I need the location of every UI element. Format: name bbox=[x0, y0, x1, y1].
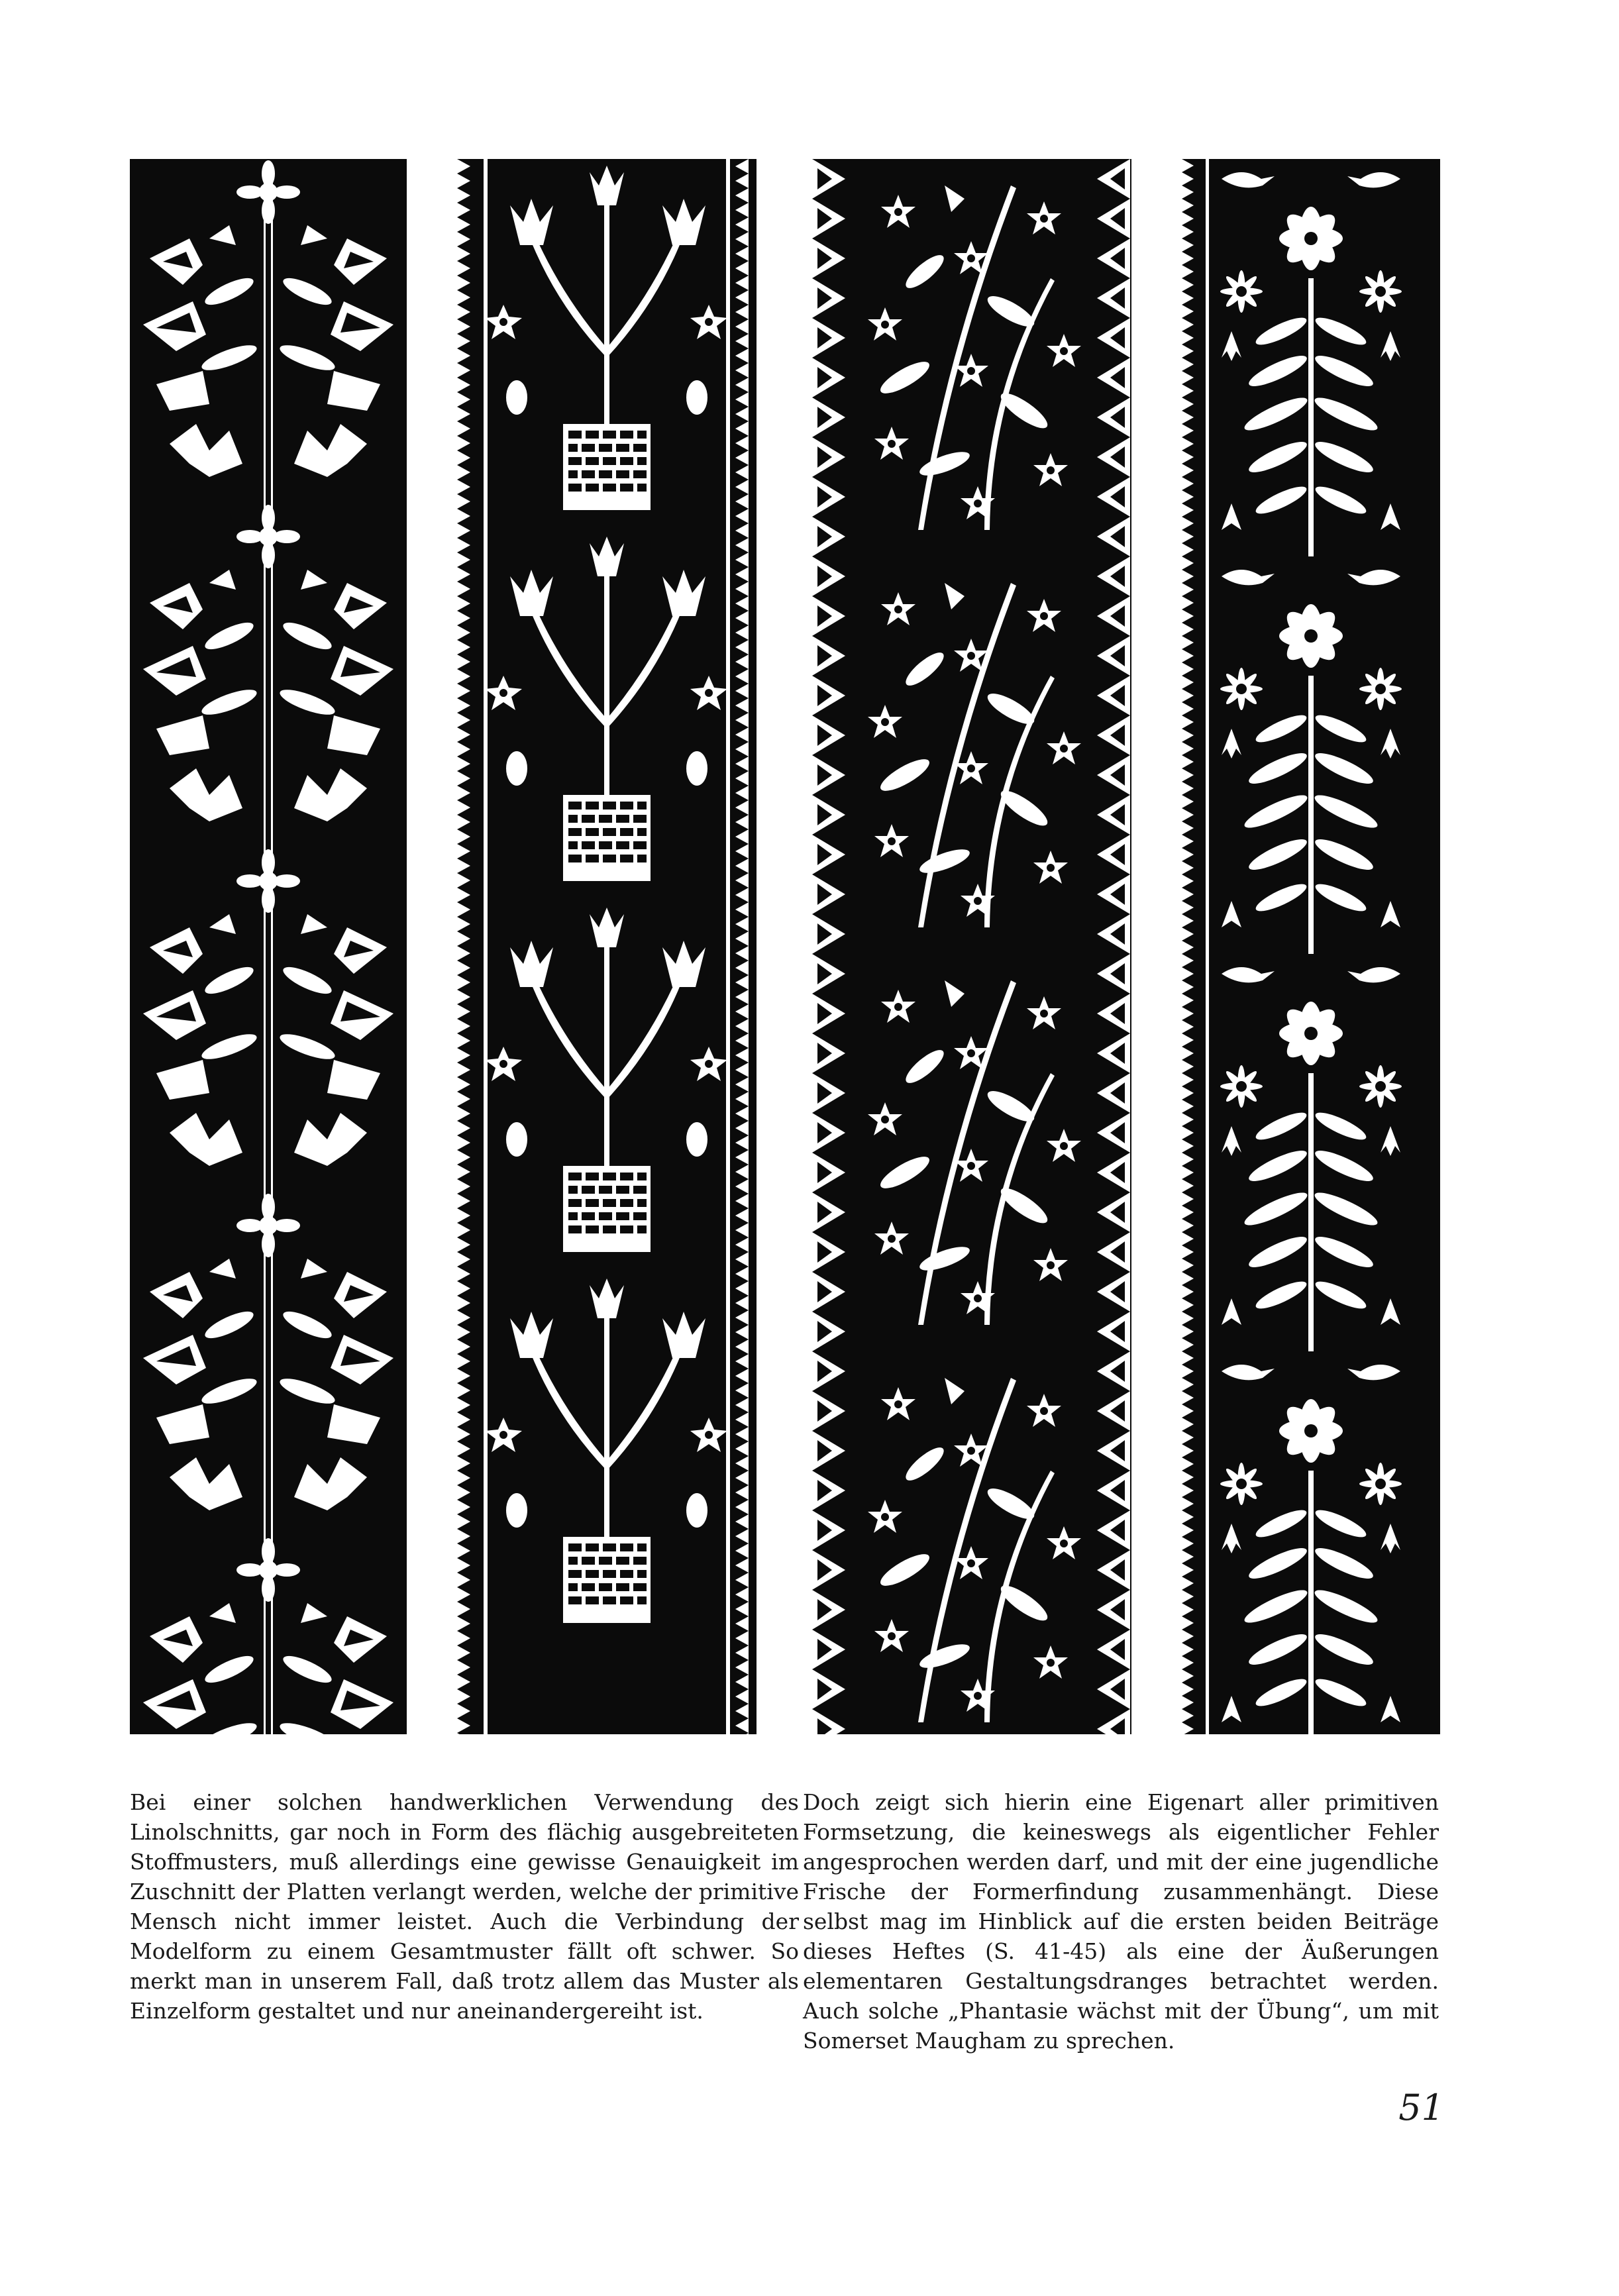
thistle-motif bbox=[143, 505, 393, 855]
linocut-strip-3 bbox=[812, 159, 1131, 1734]
linocut-strip-1 bbox=[130, 159, 407, 1734]
thistle-motif bbox=[143, 1194, 393, 1543]
text-column-right: Doch zeigt sich hierin eine Eigenart aller primitiven Formsetzung, die keineswegs als eigentlicher Fehler angesprochen werden darf, und mit der eine jugendliche Frische der Formerfindung zusammenhängt. Diese selbst mag im Hinblick auf die ersten beiden Beiträge dieses Heftes (S. 41-45) als eine der Äußerungen elementaren Gestaltungsdranges betrachtet werden. Auch solche „Phantasie wächst mit der Übung“, um mit Somerset Maugham zu sprechen. bbox=[803, 1789, 1439, 2054]
bird-flower-pattern-svg bbox=[1182, 159, 1440, 1734]
page-number: 51 bbox=[1398, 2087, 1444, 2128]
basket-flower-pattern-svg bbox=[457, 159, 757, 1734]
linocut-strip-2 bbox=[457, 159, 757, 1734]
linocut-strip-4 bbox=[1182, 159, 1440, 1734]
thistle-pattern-svg bbox=[130, 159, 407, 1734]
thistle-motif bbox=[143, 849, 393, 1199]
star-flower-pattern-svg bbox=[812, 159, 1131, 1734]
thistle-motif bbox=[143, 1538, 393, 1734]
text-column-left: Bei einer solchen handwerklichen Verwendung des Linolschnitts, gar noch in Form des flächig ausgebreiteten Stoffmusters, muß allerdings eine gewisse Genauigkeit im Zuschnitt der Platten verlangt werden, welche der primitive Mensch nicht immer leistet. Auch die Verbindung der Modelform zu einem Gesamtmuster fällt oft schwer. So merkt man in unserem Fall, daß trotz allem das Muster als Einzelform gestaltet und nur aneinandergereiht ist. bbox=[130, 1789, 799, 2024]
thistle-motif bbox=[143, 160, 393, 510]
